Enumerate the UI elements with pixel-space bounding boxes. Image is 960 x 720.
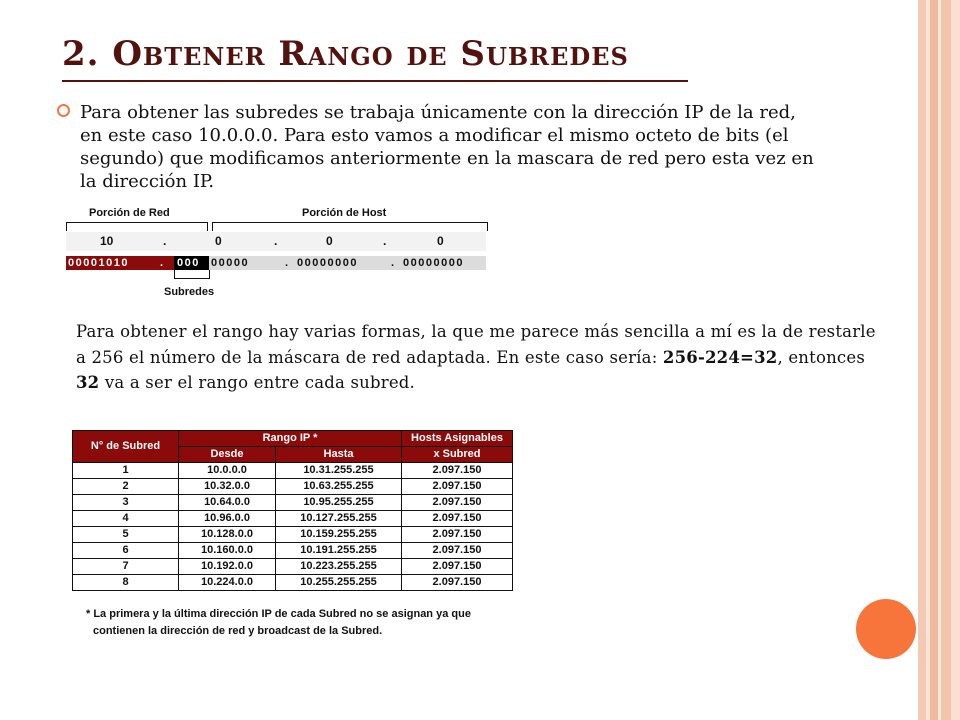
range-to: 10.127.255.255 — [276, 511, 402, 527]
hosts-count: 2.097.150 — [402, 559, 513, 575]
table-row — [73, 479, 513, 495]
hosts-count: 2.097.150 — [402, 479, 513, 495]
subnets-bracket — [174, 270, 210, 279]
table-row — [73, 463, 513, 479]
range-to: 10.63.255.255 — [276, 479, 402, 495]
header-to: Hasta — [276, 447, 402, 463]
subnets-label: Subredes — [164, 286, 215, 298]
binary-octet-4: 00000000 — [403, 257, 464, 269]
binary-dot: . — [285, 257, 290, 269]
header-hosts-line2: x Subred — [402, 447, 513, 463]
network-portion-label: Porción de Red — [89, 207, 170, 219]
bullet-icon — [57, 104, 70, 117]
range-formula: 256-224=32 — [662, 347, 778, 367]
header-subnet-number: N° de Subred — [73, 431, 179, 463]
decor-stripe — [918, 0, 926, 720]
range-explanation — [76, 319, 876, 396]
host-portion-label: Porción de Host — [302, 207, 387, 219]
range-from: 10.64.0.0 — [179, 495, 276, 511]
hosts-count: 2.097.150 — [402, 527, 513, 543]
range-value: 32 — [76, 373, 100, 392]
range-from: 10.32.0.0 — [179, 479, 276, 495]
binary-host-bits: 00000 — [211, 257, 250, 269]
range-to: 10.223.255.255 — [276, 559, 402, 575]
decimal-dot: . — [383, 234, 387, 248]
table-row — [73, 527, 513, 543]
decimal-octet-4: 0 — [437, 234, 444, 248]
range-to: 10.159.255.255 — [276, 527, 402, 543]
subnet-number: 5 — [73, 527, 179, 543]
hosts-count: 2.097.150 — [402, 543, 513, 559]
decor-stripe — [951, 0, 960, 720]
footnote-line-2: contienen la dirección de red y broadcast de la Subred. — [93, 625, 383, 637]
range-from: 10.0.0.0 — [179, 463, 276, 479]
header-hosts-line1: Hosts Asignables — [402, 431, 513, 447]
decimal-octet-1: 10 — [100, 234, 114, 248]
decor-circle — [856, 599, 916, 659]
host-bracket — [212, 222, 488, 231]
range-to: 10.95.255.255 — [276, 495, 402, 511]
binary-subnet-bits: 000 — [177, 257, 200, 269]
decimal-dot: . — [274, 234, 278, 248]
table-row — [73, 495, 513, 511]
table-row — [73, 575, 513, 591]
range-to: 10.255.255.255 — [276, 575, 402, 591]
table-footnote — [86, 606, 471, 640]
title-underline — [62, 80, 688, 82]
binary-dot: . — [160, 257, 165, 269]
range-text-part3: va a ser el rango entre cada subred. — [99, 373, 416, 392]
table-row — [73, 559, 513, 575]
hosts-count: 2.097.150 — [402, 463, 513, 479]
table-row — [73, 511, 513, 527]
range-from: 10.128.0.0 — [179, 527, 276, 543]
subnet-number: 6 — [73, 543, 179, 559]
decimal-dot: . — [163, 234, 167, 248]
binary-octet-1: 00001010 — [68, 257, 129, 269]
range-from: 10.192.0.0 — [179, 559, 276, 575]
range-from: 10.224.0.0 — [179, 575, 276, 591]
subnet-table — [72, 430, 513, 591]
range-text-part1: Para obtener el rango hay varias formas, la que me parece más sencilla a mí es la de restarle a 256 el número de la máscara de red adaptada. En este caso sería: — [76, 322, 876, 367]
range-text-part2: , entonces — [777, 347, 865, 367]
subnet-number: 3 — [73, 495, 179, 511]
subnet-number: 1 — [73, 463, 179, 479]
range-to: 10.31.255.255 — [276, 463, 402, 479]
binary-dot: . — [391, 257, 396, 269]
header-from: Desde — [179, 447, 276, 463]
subnet-number: 2 — [73, 479, 179, 495]
subnet-number: 4 — [73, 511, 179, 527]
slide-title: 2. Obtener Rango de Subredes — [62, 34, 629, 74]
subnet-number: 8 — [73, 575, 179, 591]
decimal-octet-3: 0 — [326, 234, 333, 248]
decor-stripe — [930, 0, 938, 720]
hosts-count: 2.097.150 — [402, 511, 513, 527]
footnote-line-1: * La primera y la última dirección IP de cada Subred no se asignan ya que — [86, 608, 471, 620]
binary-octet-3: 00000000 — [297, 257, 358, 269]
decimal-octet-2: 0 — [215, 234, 222, 248]
hosts-count: 2.097.150 — [402, 495, 513, 511]
range-from: 10.160.0.0 — [179, 543, 276, 559]
range-to: 10.191.255.255 — [276, 543, 402, 559]
decor-stripe — [941, 0, 951, 720]
range-from: 10.96.0.0 — [179, 511, 276, 527]
table-row — [73, 543, 513, 559]
subnet-number: 7 — [73, 559, 179, 575]
hosts-count: 2.097.150 — [402, 575, 513, 591]
intro-paragraph: Para obtener las subredes se trabaja únicamente con la dirección IP de la red, en este caso 10.0.0.0. Para esto vamos a modificar el mismo octeto de bits (el segundo) que modificamos anteriormente en la mascara de red pero esta vez en la dirección IP. — [80, 102, 814, 192]
network-bracket — [66, 222, 208, 231]
header-ip-range: Rango IP * — [179, 431, 402, 447]
